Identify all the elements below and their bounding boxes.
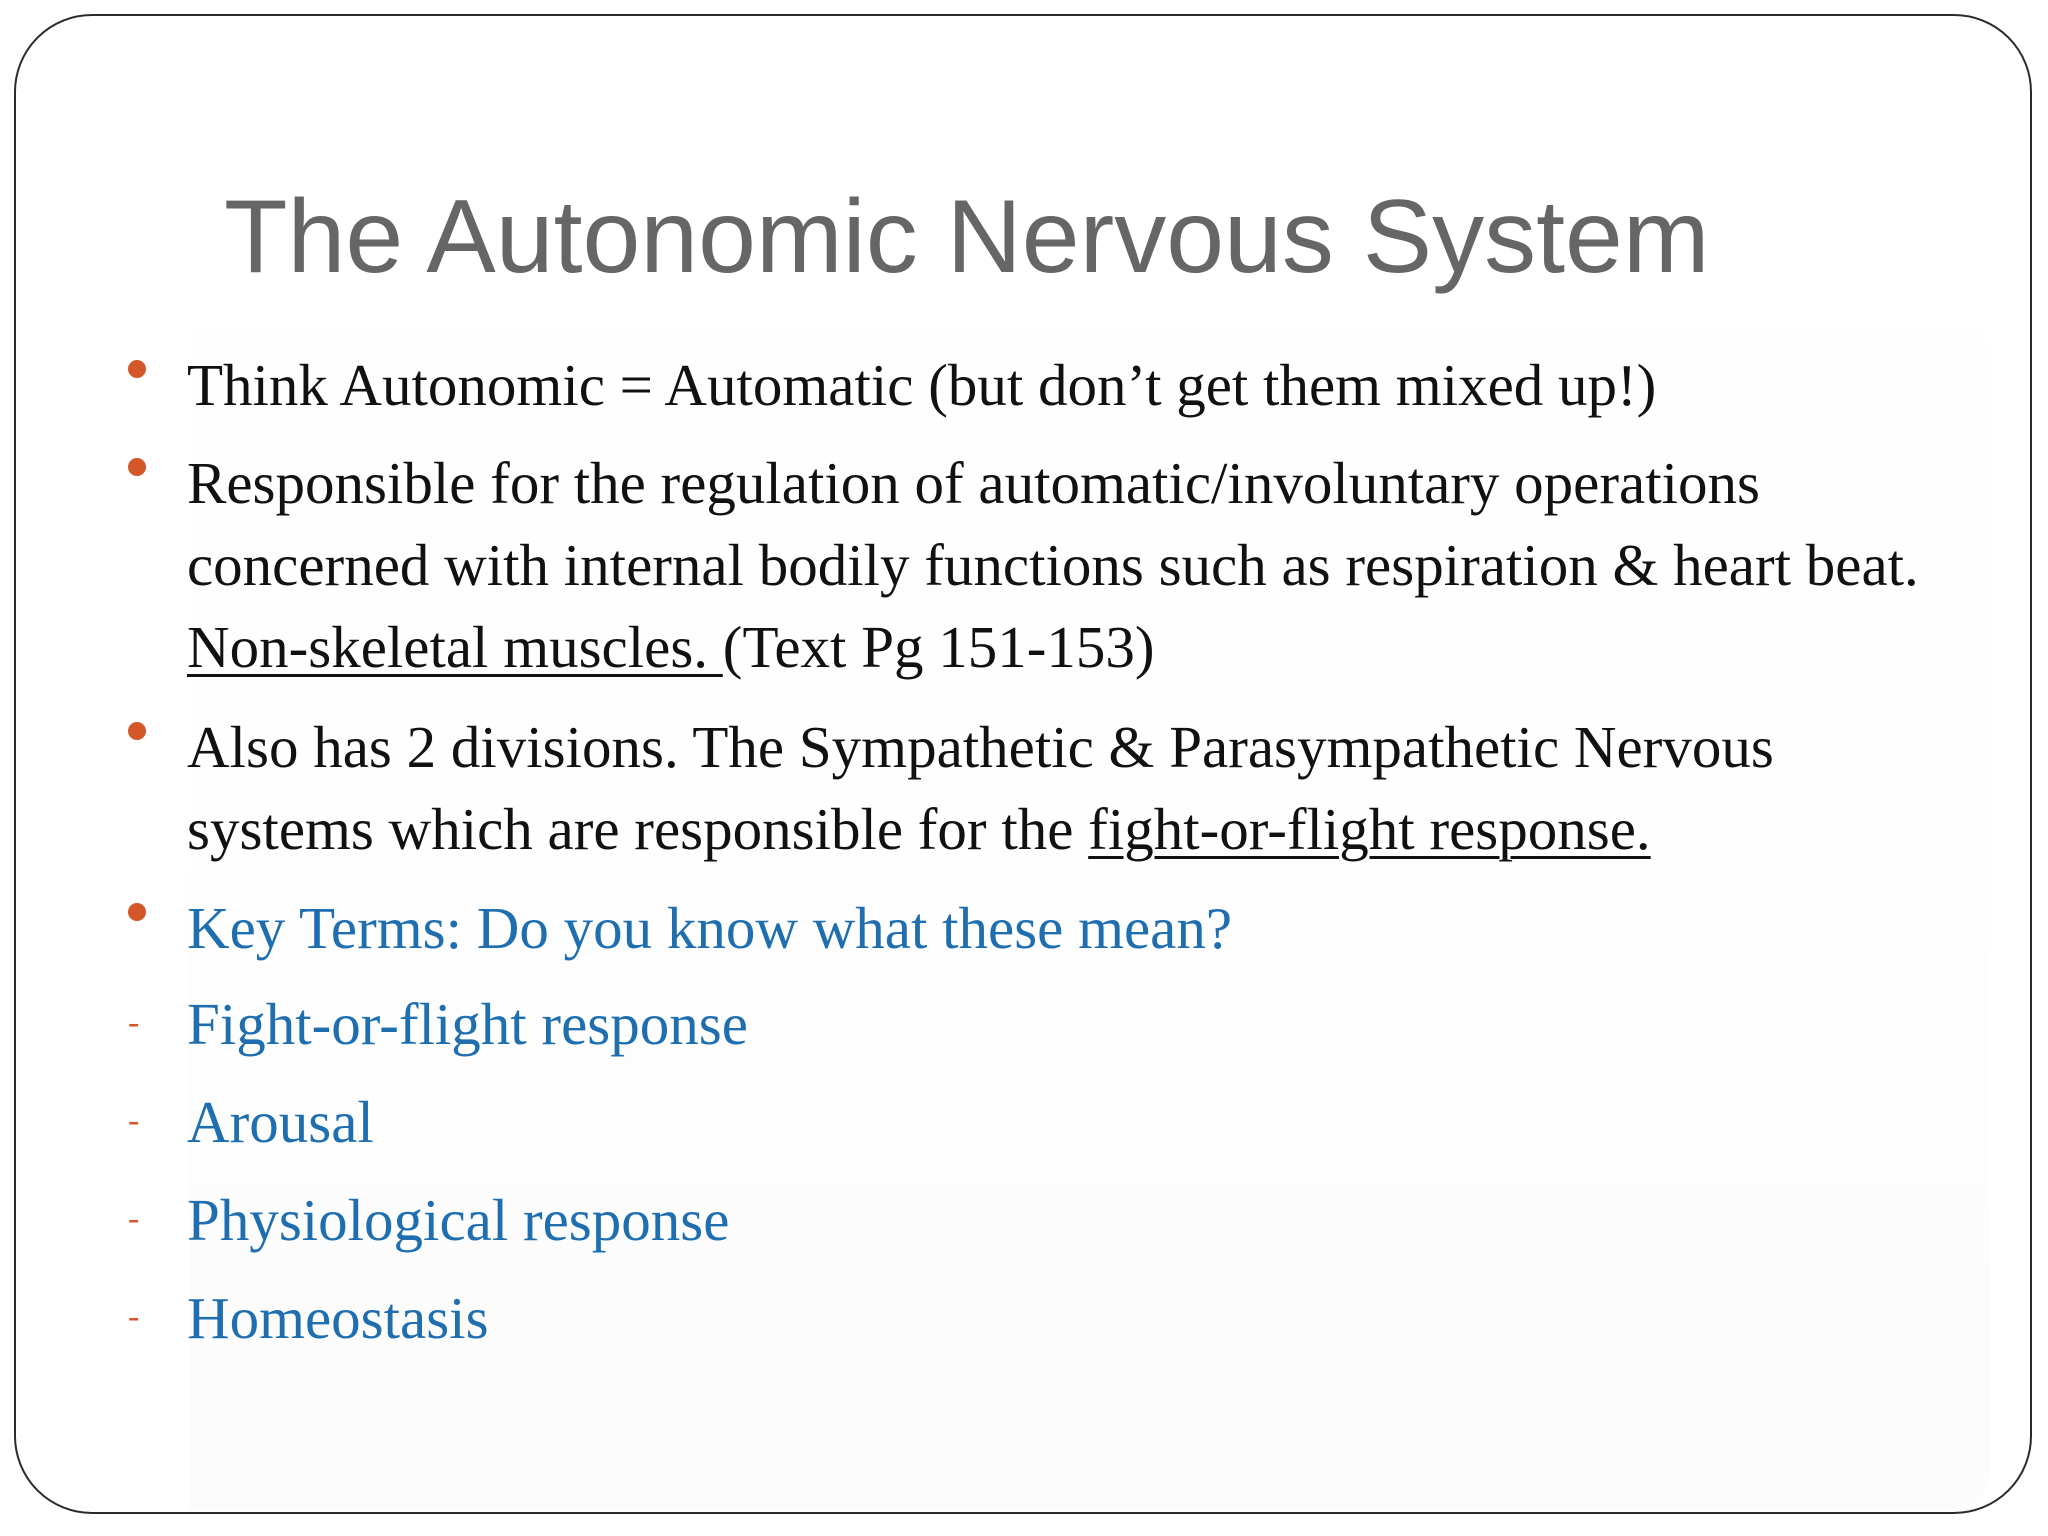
bullet-2-text-after: (Text Pg 151-153) <box>722 614 1155 680</box>
dash-marker-4: - <box>128 1298 140 1335</box>
key-term-1-text: Fight-or-flight response <box>187 991 748 1057</box>
key-term-2 <box>187 1081 1927 1163</box>
bullet-3-underlined-text: fight-or-flight response. <box>1088 796 1651 862</box>
bullet-2-underlined-text: Non-skeletal muscles. <box>187 614 723 680</box>
key-term-4-text: Homeostasis <box>187 1285 489 1351</box>
key-term-1 <box>187 983 1927 1065</box>
key-term-4 <box>187 1277 1927 1359</box>
bullet-3-text: Also has 2 divisions. The Sympathetic & Parasympathetic Nervous systems which are responsible for the <box>187 714 1774 862</box>
bullet-4 <box>187 887 1927 969</box>
key-term-3-text: Physiological response <box>187 1187 730 1253</box>
dash-marker-3: - <box>128 1200 140 1237</box>
bullet-marker-4 <box>128 903 146 921</box>
bullet-1-text: Think Autonomic = Automatic (but don’t get them mixed up!) <box>187 352 1657 418</box>
bullet-2 <box>187 442 1927 688</box>
bullet-marker-1 <box>128 360 146 378</box>
bullet-marker-2 <box>128 458 146 476</box>
dash-marker-1: - <box>128 1004 140 1041</box>
key-terms-heading: Key Terms: Do you know what these mean? <box>187 895 1233 961</box>
key-term-2-text: Arousal <box>187 1089 374 1155</box>
dash-marker-2: - <box>128 1102 140 1139</box>
bullet-2-text: Responsible for the regulation of automatic/involuntary operations concerned with internal bodily functions such as respiration & heart beat. <box>187 450 1919 598</box>
slide-title: The Autonomic Nervous System <box>224 179 1710 295</box>
bullet-marker-3 <box>128 722 146 740</box>
bullet-1 <box>187 344 1927 426</box>
bullet-3 <box>187 706 1927 870</box>
key-term-3 <box>187 1179 1927 1261</box>
